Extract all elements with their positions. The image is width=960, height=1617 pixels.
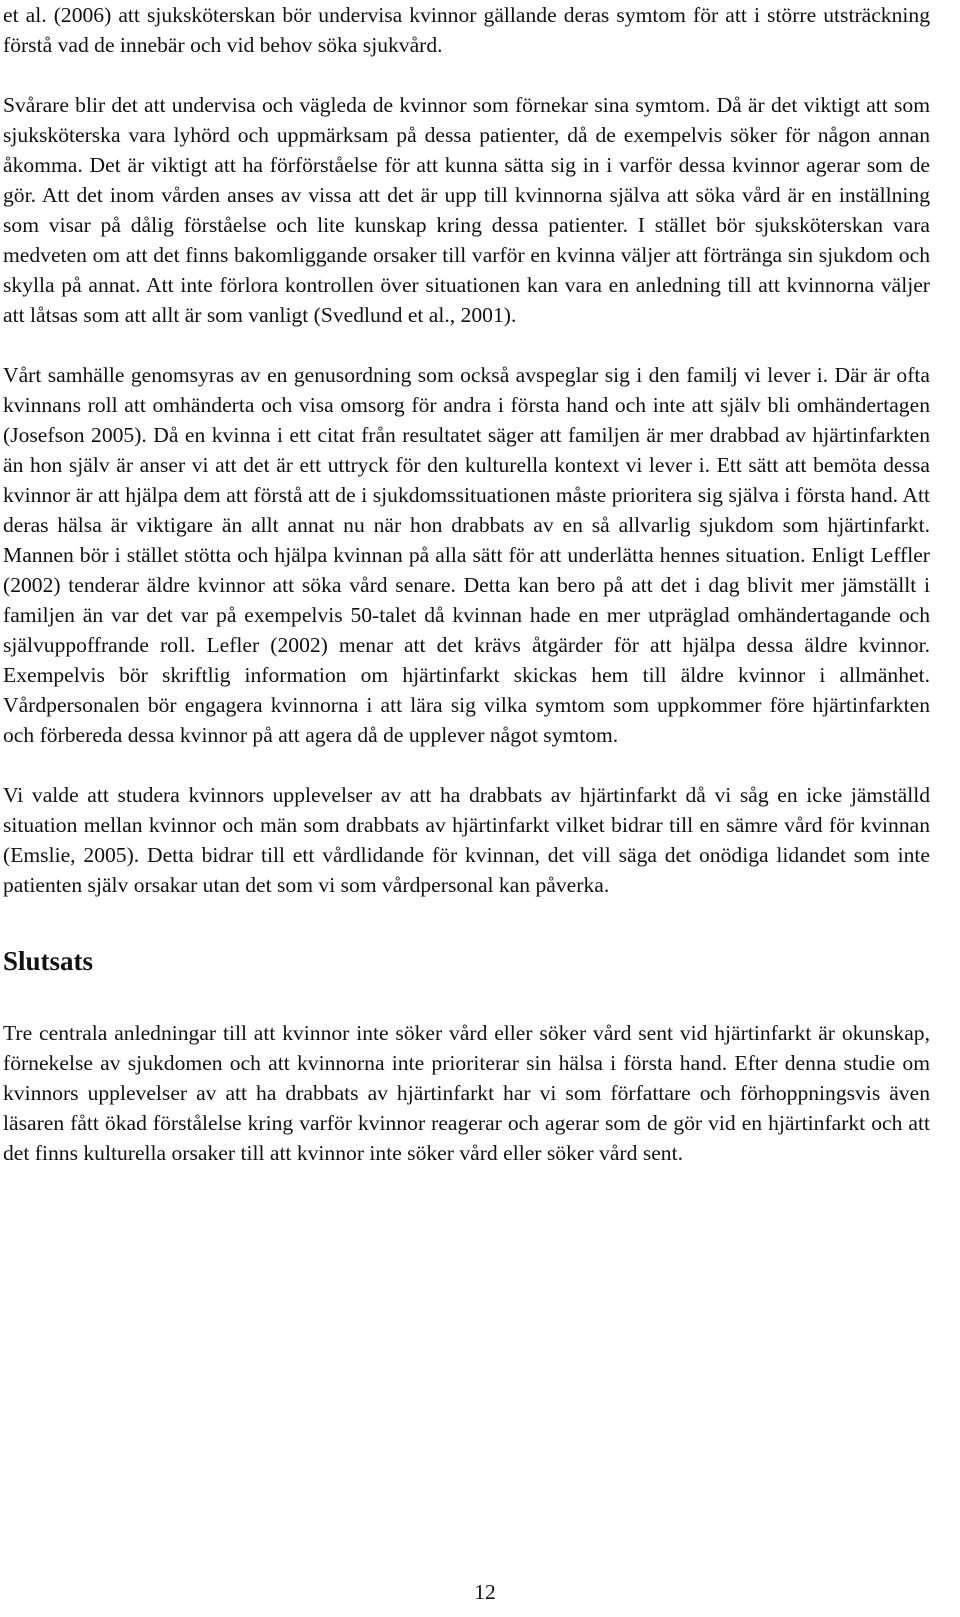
document-body [3,0,930,1168]
paragraph-vi-valde: Vi valde att studera kvinnors upplevelser av att ha drabbats av hjärtinfarkt då vi såg en icke jämställd situation mellan kvinnor och män som drabbats av hjärtinfarkt vilket bidrar till en sämre vård för kvinnan (Emslie, 2005). Detta bidrar till ett vårdlidande för kvinnan, det vill säga det onödiga lidandet som inte patienten själv orsakar utan det som vi som vårdpersonal kan påverka. [3,783,930,897]
page-number: 12 [474,1580,496,1604]
paragraph-samhalle: Vårt samhälle genomsyras av en genusordning som också avspeglar sig i den familj vi lever i. Där är ofta kvinnans roll att omhänderta och visa omsorg för andra i första hand och inte att själv bli omhändertagen (Josefson 2005). Då en kvinna i ett citat från resultatet säger att familjen är mer drabbad av hjärtinfarkten än hon själv är anser vi att det är ett uttryck för den kulturella kontext vi lever i. Ett sätt att bemöta dessa kvinnor är att hjälpa dem att förstå att de i sjukdomssituationen måste prioritera sig själva i första hand. Att deras hälsa är viktigare än allt annat nu när hon drabbats av en så allvarlig sjukdom som hjärtinfarkt. Mannen bör i stället stötta och hjälpa kvinnan på alla sätt för att underlätta hennes situation. Enligt Leffler (2002) tenderar äldre kvinnor att söka vård senare. Detta kan bero på att det i dag blivit mer jämställt i familjen än var det var på exempelvis 50-talet då kvinnan hade en mer utpräglad omhändertagande och självuppoffrande roll. Lefler (2002) menar att det krävs åtgärder för att hjälpa dessa äldre kvinnor. Exempelvis bör skriftlig information om hjärtinfarkt skickas hem till äldre kvinnor i allmänhet. Vårdpersonalen bör engagera kvinnorna i att lära sig vilka symtom som uppkommer före hjärtinfarkten och förbereda dessa kvinnor på att agera då de upplever något symtom. [3,363,930,747]
paragraph-svarare: Svårare blir det att undervisa och vägleda de kvinnor som förnekar sina symtom. Då är det viktigt att som sjuksköterska vara lyhörd och uppmärksam på dessa patienter, då de exempelvis söker för någon annan åkomma. Det är viktigt att ha förförståelse för att kunna sätta sig in i varför dessa kvinnor agerar som de gör. Att det inom vården anses av vissa att det är upp till kvinnorna själva att söka vård är en inställning som visar på dålig förståelse och lite kunskap kring dessa patienter. I stället bör sjuksköterskan vara medveten om att det finns bakomliggande orsaker till varför en kvinna väljer att förtränga sin sjukdom och skylla på annat. Att inte förlora kontrollen över situationen kan vara en anledning till att kvinnorna väljer att låtsas som att allt är som vanligt (Svedlund et al., 2001). [3,93,930,327]
section-heading-slutsats: Slutsats [3,946,94,976]
paragraph-slutsats: Tre centrala anledningar till att kvinnor inte söker vård eller söker vård sent vid hjärtinfarkt är okunskap, förnekelse av sjukdomen och att kvinnorna inte prioriterar sin hälsa i första hand. Efter denna studie om kvinnors upplevelser av att ha drabbats av hjärtinfarkt har vi som författare och förhoppningsvis även läsaren fått ökad förstålelse kring varför kvinnor reagerar och agerar som de gör vid en hjärtinfarkt och att det finns kulturella orsaker till att kvinnor inte söker vård eller söker vård sent. [3,1021,930,1165]
paragraph-intro-continuation: et al. (2006) att sjuksköterskan bör undervisa kvinnor gällande deras symtom för att i större utsträckning förstå vad de innebär och vid behov söka sjukvård. [3,3,930,57]
